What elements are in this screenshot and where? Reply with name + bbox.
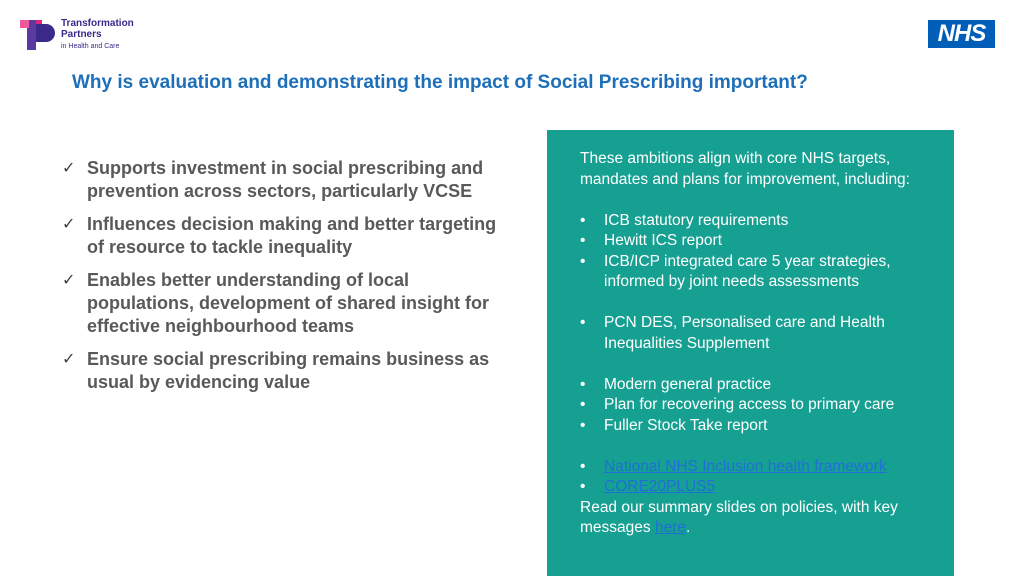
inclusion-health-framework-link[interactable]: National NHS Inclusion health framework: [604, 457, 887, 475]
bullet-icon: •: [580, 252, 586, 270]
panel-bullet-text: Modern general practice: [604, 375, 772, 393]
benefits-checklist: [62, 157, 502, 404]
summary-end: .: [685, 519, 691, 536]
checklist-item: [62, 157, 502, 203]
checkmark-icon: ✓: [62, 216, 76, 233]
bullet-icon: •: [580, 478, 586, 495]
nhs-logo: NHS: [928, 20, 995, 48]
panel-bullet: [580, 211, 942, 232]
panel-summary: [580, 498, 942, 539]
bullet-icon: •: [580, 232, 586, 249]
bullet-icon: •: [580, 457, 586, 475]
bullet-icon: •: [580, 314, 586, 331]
bullet-icon: •: [580, 375, 586, 393]
logo-wordmark: [61, 18, 134, 52]
panel-group-3: [580, 375, 942, 437]
panel-bullet-text: ICB statutory requirements: [604, 211, 789, 229]
checklist-item-text: Ensure social prescribing remains business as usual by evidencing value: [87, 349, 490, 392]
summary-text: Read our summary slides on policies, with key messages: [580, 498, 898, 536]
panel-bullet: [580, 395, 942, 416]
checklist-item-text: Influences decision making and better targeting of resource to tackle inequality: [87, 214, 497, 257]
panel-bullet: [580, 252, 942, 293]
logo-line-3: in Health and Care: [61, 43, 120, 50]
checklist-item-text: Supports investment in social prescribing and prevention across sectors, particularly VCSE: [87, 158, 484, 201]
page-title: Why is evaluation and demonstrating the impact of Social Prescribing important?: [72, 72, 808, 93]
tp-logo-icon: [20, 20, 58, 50]
checkmark-icon: ✓: [62, 160, 76, 177]
panel-bullet-text: ICB/ICP integrated care 5 year strategies, informed by joint needs assessments: [604, 252, 891, 290]
logo-line-1: Transformation: [61, 18, 134, 29]
checkmark-icon: ✓: [62, 351, 76, 368]
panel-bullet: [580, 313, 942, 354]
bullet-icon: •: [580, 211, 586, 229]
checklist-item: [62, 348, 502, 394]
checklist-item: [62, 269, 502, 338]
panel-intro: These ambitions align with core NHS targets, mandates and plans for improvement, including:: [580, 150, 910, 188]
logo-line-2: Partners: [61, 29, 102, 40]
panel-link-item: [580, 477, 942, 498]
panel-bullet-text: PCN DES, Personalised care and Health Inequalities Supplement: [604, 314, 885, 352]
core20plus5-link[interactable]: CORE20PLUS5: [604, 478, 716, 495]
checklist-item: [62, 213, 502, 259]
panel-bullet-text: Hewitt ICS report: [604, 232, 723, 249]
panel-links: [580, 457, 942, 498]
panel-content: [580, 149, 942, 539]
policy-alignment-panel: [547, 130, 954, 576]
panel-bullet: [580, 375, 942, 396]
panel-bullet: [580, 231, 942, 252]
panel-bullet: [580, 416, 942, 437]
bullet-icon: •: [580, 396, 586, 413]
panel-group-2: [580, 313, 942, 354]
panel-group-1: [580, 211, 942, 293]
panel-link-item: [580, 457, 942, 478]
panel-bullet-text: Plan for recovering access to primary care: [604, 396, 895, 413]
checklist-item-text: Enables better understanding of local populations, development of shared insight for effective neighbourhood teams: [87, 270, 490, 336]
transformation-partners-logo: [20, 18, 150, 52]
panel-bullet-text: Fuller Stock Take report: [604, 416, 768, 434]
bullet-icon: •: [580, 416, 586, 434]
checkmark-icon: ✓: [62, 272, 76, 289]
summary-here-link[interactable]: here: [654, 519, 686, 536]
